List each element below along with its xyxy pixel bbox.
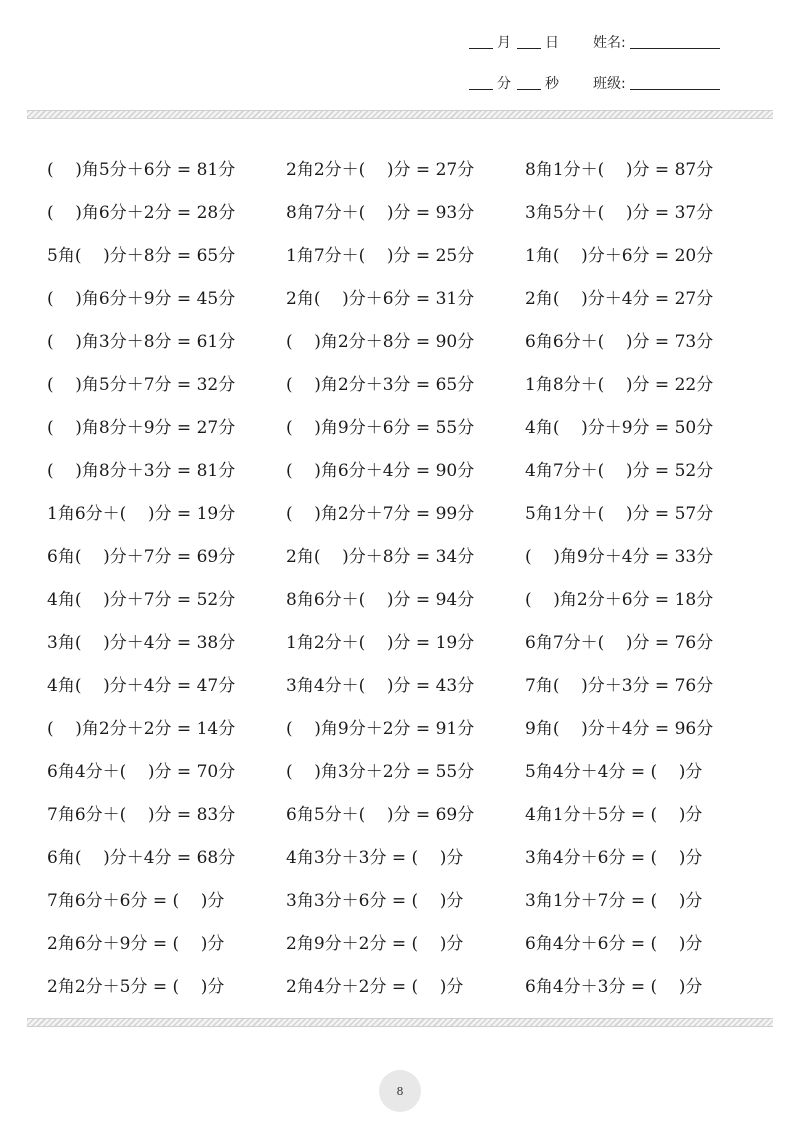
problem-row <box>47 834 767 877</box>
problem-item: ( )角5分＋6分 = 81分 <box>47 160 236 180</box>
problem-item: 5角( )分＋8分 = 65分 <box>47 246 236 266</box>
problem-item: 6角4分＋3分 = ( )分 <box>525 977 703 997</box>
problem-item: 5角1分＋( )分 = 57分 <box>525 504 714 524</box>
class-field[interactable] <box>630 88 720 90</box>
problem-item: 2角2分＋5分 = ( )分 <box>47 977 225 997</box>
problem-item: 6角( )分＋4分 = 68分 <box>47 848 236 868</box>
problem-item: ( )角6分＋4分 = 90分 <box>286 461 475 481</box>
problem-item: 2角4分＋2分 = ( )分 <box>286 977 464 997</box>
problem-row <box>47 791 767 834</box>
month-blank[interactable] <box>469 47 493 49</box>
problem-item: 1角8分＋( )分 = 22分 <box>525 375 714 395</box>
month-label: 月 <box>497 35 511 51</box>
top-divider <box>27 110 773 119</box>
problem-row <box>47 920 767 963</box>
problem-row <box>47 318 767 361</box>
problem-row <box>47 404 767 447</box>
problem-row <box>47 533 767 576</box>
problem-item: ( )角8分＋9分 = 27分 <box>47 418 236 438</box>
problem-item: 1角2分＋( )分 = 19分 <box>286 633 475 653</box>
bottom-divider <box>27 1018 773 1027</box>
problem-item: ( )角2分＋6分 = 18分 <box>525 590 714 610</box>
problem-item: ( )角9分＋4分 = 33分 <box>525 547 714 567</box>
problem-item: 2角6分＋9分 = ( )分 <box>47 934 225 954</box>
problem-item: 6角5分＋( )分 = 69分 <box>286 805 475 825</box>
problem-row <box>47 619 767 662</box>
problem-item: 6角6分＋( )分 = 73分 <box>525 332 714 352</box>
problem-item: 2角2分＋( )分 = 27分 <box>286 160 475 180</box>
page-number: 8 <box>379 1070 421 1112</box>
problem-item: 3角4分＋6分 = ( )分 <box>525 848 703 868</box>
problem-item: 2角9分＋2分 = ( )分 <box>286 934 464 954</box>
problem-item: ( )角2分＋8分 = 90分 <box>286 332 475 352</box>
problem-row <box>47 232 767 275</box>
problem-row <box>47 963 767 1006</box>
problem-row <box>47 877 767 920</box>
day-blank[interactable] <box>517 47 541 49</box>
time-row <box>469 73 724 93</box>
problem-item: 6角7分＋( )分 = 76分 <box>525 633 714 653</box>
problem-item: ( )角9分＋6分 = 55分 <box>286 418 475 438</box>
problem-item: 3角3分＋6分 = ( )分 <box>286 891 464 911</box>
problem-item: 8角1分＋( )分 = 87分 <box>525 160 714 180</box>
problem-item: 6角4分＋6分 = ( )分 <box>525 934 703 954</box>
problem-row <box>47 361 767 404</box>
problem-item: 4角( )分＋9分 = 50分 <box>525 418 714 438</box>
problem-item: ( )角2分＋7分 = 99分 <box>286 504 475 524</box>
problem-grid <box>47 146 767 1006</box>
problem-item: ( )角9分＋2分 = 91分 <box>286 719 475 739</box>
class-label: 班级: <box>593 76 626 92</box>
problem-item: 3角4分＋( )分 = 43分 <box>286 676 475 696</box>
problem-item: 1角7分＋( )分 = 25分 <box>286 246 475 266</box>
problem-item: 2角( )分＋6分 = 31分 <box>286 289 475 309</box>
problem-item: 2角( )分＋8分 = 34分 <box>286 547 475 567</box>
problem-item: ( )角2分＋2分 = 14分 <box>47 719 236 739</box>
problem-item: 3角1分＋7分 = ( )分 <box>525 891 703 911</box>
problem-row <box>47 447 767 490</box>
problem-item: 3角( )分＋4分 = 38分 <box>47 633 236 653</box>
problem-item: ( )角6分＋2分 = 28分 <box>47 203 236 223</box>
problem-item: 4角1分＋5分 = ( )分 <box>525 805 703 825</box>
problem-item: ( )角3分＋2分 = 55分 <box>286 762 475 782</box>
problem-item: 1角6分＋( )分 = 19分 <box>47 504 236 524</box>
problem-row <box>47 662 767 705</box>
problem-item: 4角3分＋3分 = ( )分 <box>286 848 464 868</box>
minute-label: 分 <box>497 76 511 92</box>
problem-row <box>47 705 767 748</box>
problem-item: 9角( )分＋4分 = 96分 <box>525 719 714 739</box>
problem-item: 4角7分＋( )分 = 52分 <box>525 461 714 481</box>
problem-item: 7角6分＋( )分 = 83分 <box>47 805 236 825</box>
second-blank[interactable] <box>517 88 541 90</box>
problem-item: 4角( )分＋4分 = 47分 <box>47 676 236 696</box>
problem-item: 4角( )分＋7分 = 52分 <box>47 590 236 610</box>
problem-row <box>47 490 767 533</box>
problem-item: 1角( )分＋6分 = 20分 <box>525 246 714 266</box>
problem-item: 7角6分＋6分 = ( )分 <box>47 891 225 911</box>
problem-row <box>47 275 767 318</box>
problem-item: ( )角2分＋3分 = 65分 <box>286 375 475 395</box>
problem-item: 7角( )分＋3分 = 76分 <box>525 676 714 696</box>
day-label: 日 <box>545 35 559 51</box>
problem-row <box>47 146 767 189</box>
name-field[interactable] <box>630 47 720 49</box>
problem-item: ( )角6分＋9分 = 45分 <box>47 289 236 309</box>
minute-blank[interactable] <box>469 88 493 90</box>
second-label: 秒 <box>545 76 559 92</box>
problem-row <box>47 189 767 232</box>
problem-item: 3角5分＋( )分 = 37分 <box>525 203 714 223</box>
date-row <box>469 32 724 52</box>
problem-item: 8角7分＋( )分 = 93分 <box>286 203 475 223</box>
problem-item: ( )角5分＋7分 = 32分 <box>47 375 236 395</box>
problem-item: 8角6分＋( )分 = 94分 <box>286 590 475 610</box>
problem-row <box>47 748 767 791</box>
name-label: 姓名: <box>593 35 626 51</box>
problem-item: ( )角8分＋3分 = 81分 <box>47 461 236 481</box>
problem-item: ( )角3分＋8分 = 61分 <box>47 332 236 352</box>
problem-item: 6角( )分＋7分 = 69分 <box>47 547 236 567</box>
worksheet-header <box>0 0 800 110</box>
problem-row <box>47 576 767 619</box>
problem-item: 6角4分＋( )分 = 70分 <box>47 762 236 782</box>
problem-item: 5角4分＋4分 = ( )分 <box>525 762 703 782</box>
problem-item: 2角( )分＋4分 = 27分 <box>525 289 714 309</box>
